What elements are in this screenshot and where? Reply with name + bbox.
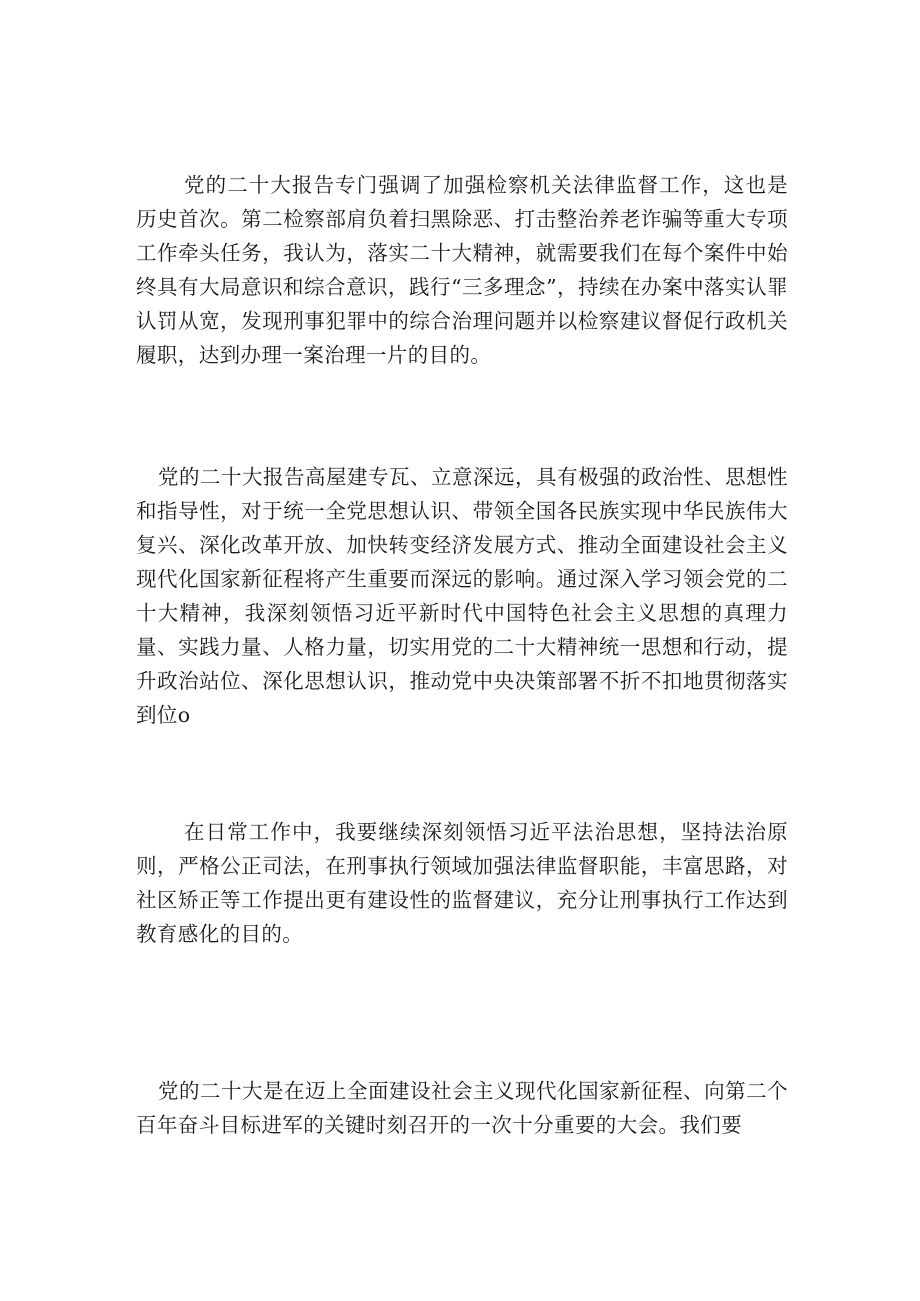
paragraph-1: 党的二十大报告专门强调了加强检察机关法律监督工作，这也是历史首次。第二检察部肩负着扫黑除恶、打击整治养老诈骗等重大专项工作牵头任务，我认为，落实二十大精神，就需要我们在每个案件中始终具有大局意识和综合意识，践行“三多理念”，持续在办案中落实认罪认罚从宽，发现刑事犯罪中的综合治理问题并以检察建议督促行政机关履职，达到办理一案治理一片的目的。	[136, 173, 788, 367]
paragraph-4: 党的二十大是在迈上全面建设社会主义现代化国家新征程、向第二个百年奋斗目标进军的关键时刻召开的一次十分重要的大会。我们要	[136, 1079, 788, 1137]
paragraph-3: 在日常工作中，我要继续深刻领悟习近平法治思想，坚持法治原则，严格公正司法，在刑事执行领域加强法律监督职能，丰富思路，对社区矫正等工作提出更有建设性的监督建议，充分让刑事执行工作达到教育感化的目的。	[136, 820, 788, 946]
paragraph-2: 党的二十大报告高屋建专瓦、立意深远，具有极强的政治性、思想性和指导性，对于统一全党思想认识、带领全国各民族实现中华民族伟大复兴、深化改革开放、加快转变经济发展方式、推动全面建设社会主义现代化国家新征程将产生重要而深远的影响。通过深入学习领会党的二十大精神，我深刻领悟习近平新时代中国特色社会主义思想的真理力量、实践力量、人格力量，切实用党的二十大精神统一思想和行动，提升政治站位、深化思想认识，推动党中央决策部署不折不扣地贯彻落实到位o	[136, 465, 788, 727]
